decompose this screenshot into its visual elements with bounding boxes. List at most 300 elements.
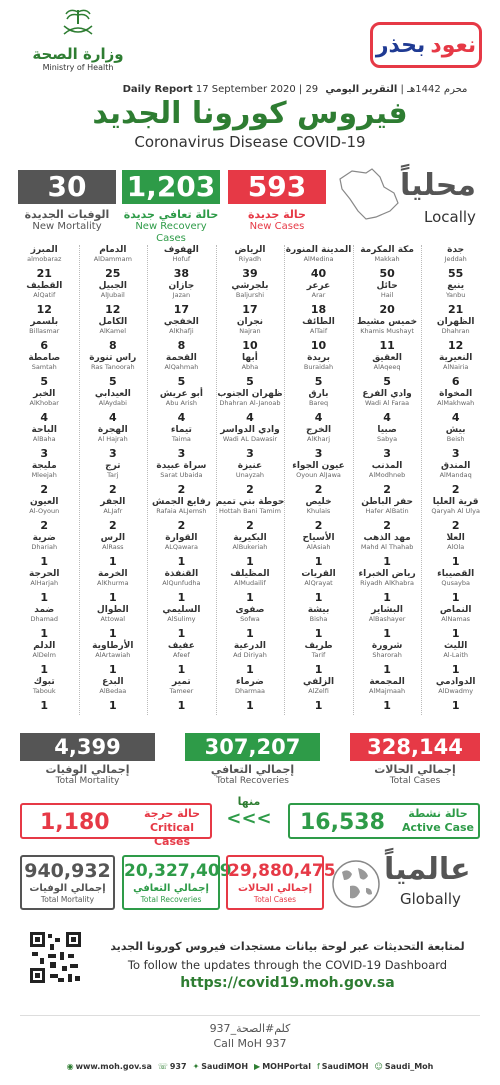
city-name-ar: الباحة: [31, 425, 57, 435]
city-case-count: 1: [40, 555, 49, 568]
city-case-count: 1: [451, 663, 460, 676]
city-name-en: Samtah: [31, 363, 57, 371]
city-cell: [79, 317, 148, 352]
city-name-ar: المبرز: [30, 245, 58, 255]
city-cell: [216, 677, 285, 712]
city-name-en: Sabya: [377, 435, 398, 443]
badge-word-1: نعود: [430, 32, 477, 58]
city-name-ar: الدرعية: [233, 641, 267, 651]
city-case-count: 1: [383, 627, 391, 640]
city-case-count: 4: [177, 411, 186, 424]
city-name-ar: ضرية: [32, 533, 56, 543]
city-cell: [284, 317, 353, 352]
total-mortality-label-en: Total Mortality: [55, 776, 120, 786]
global-cases-value: 29,880,475: [228, 861, 336, 881]
city-cell: [216, 533, 285, 568]
city-name-en: Tameer: [169, 687, 194, 695]
city-case-count: 2: [108, 483, 117, 496]
city-case-count: 1: [246, 627, 254, 640]
city-name-en: ALJafr: [103, 507, 123, 515]
city-cell: [421, 353, 490, 388]
city-case-count: 12: [105, 303, 121, 316]
badge-word-2: بحذر: [375, 32, 426, 58]
city-case-count: 3: [108, 447, 117, 460]
report-date-line: Daily Report 17 September 2020 | 29 محرم 1442هـ | التقرير اليومي: [122, 84, 468, 95]
city-case-count: 3: [246, 447, 254, 460]
city-name-en: AlDwadmy: [438, 687, 474, 695]
city-cell: [216, 461, 285, 496]
city-name-ar: رياض الخبراء: [358, 569, 416, 579]
global-mortality-value: 940,932: [24, 860, 111, 882]
city-name-ar: المذنب: [371, 461, 403, 471]
city-cell: [10, 317, 79, 352]
of-which-label: منها: [237, 795, 261, 808]
city-name-ar: قرية العليا: [432, 497, 479, 507]
city-case-count: 3: [40, 447, 49, 460]
city-case-count: 4: [314, 411, 323, 424]
city-name-en: AlDammam: [93, 255, 132, 263]
total-recoveries-value: 307,207: [185, 733, 320, 761]
city-name-ar: الهجرة: [97, 425, 128, 435]
city-cell: [284, 533, 353, 568]
city-name-ar: ضرماء: [236, 677, 264, 687]
city-name-ar: القنفذة: [164, 569, 199, 579]
city-cell: [353, 353, 422, 388]
city-case-count: 1: [314, 699, 323, 712]
city-case-count: 3: [314, 447, 323, 460]
city-name-en: Qusayba: [441, 579, 470, 587]
city-name-ar: راس تنورة: [89, 353, 137, 363]
city-name-en: Bareq: [308, 399, 329, 407]
city-name-ar: المندق: [440, 461, 471, 471]
city-cell: [353, 677, 422, 712]
city-cell: [353, 281, 422, 316]
city-name-en: Jazan: [172, 291, 191, 299]
city-cell: [216, 425, 285, 460]
city-case-count: 1: [451, 591, 460, 604]
city-name-en: Ad Diriyah: [233, 651, 267, 659]
arrows-indicator: <<<: [226, 808, 272, 829]
total-cases-box: [350, 733, 480, 786]
city-case-count: 2: [383, 483, 391, 496]
social-link-twitter[interactable]: ✦ SaudiMOH: [192, 1062, 249, 1071]
city-case-count: 3: [177, 447, 186, 460]
city-name-en: AlArtawiah: [95, 651, 131, 659]
city-case-count: 5: [177, 375, 186, 388]
city-cell: [10, 425, 79, 460]
social-link-facebook[interactable]: f SaudiMOH: [316, 1062, 369, 1071]
city-case-count: 2: [40, 483, 49, 496]
city-name-en: Hafer AlBatin: [365, 507, 409, 515]
city-cell: [79, 533, 148, 568]
city-case-count: 12: [36, 303, 52, 316]
city-name-en: Sofwa: [240, 615, 260, 623]
city-cell: [10, 605, 79, 640]
city-name-ar: الخرمة: [98, 569, 128, 579]
city-name-en: Al-Oyoun: [29, 507, 60, 515]
city-name-en: Afeef: [172, 651, 190, 659]
hijri-date: 29 محرم 1442هـ: [305, 84, 468, 95]
city-name-ar: الجبيل: [98, 281, 127, 291]
city-name-ar: الخبر: [33, 389, 56, 399]
city-case-count: 1: [108, 663, 117, 676]
city-name-en: AlQrayat: [304, 579, 333, 587]
city-case-count: 1: [314, 591, 323, 604]
daily-report-ar: التقرير اليومي: [325, 84, 398, 95]
active-cases-value: 16,538: [300, 810, 385, 835]
city-name-ar: مكة المكرمة: [360, 245, 414, 255]
new-mortality-box: [18, 170, 116, 232]
city-case-count: 4: [246, 411, 254, 424]
city-case-count: 1: [177, 663, 186, 676]
city-case-count: 1: [177, 627, 186, 640]
city-name-ar: ظهران الجنوب: [217, 389, 283, 399]
city-name-ar: مليجة: [31, 461, 57, 471]
city-name-ar: المدينة المنورة: [285, 245, 352, 255]
city-name-en: Riyadh AlKhabra: [360, 579, 415, 587]
city-name-en: Ras Tanoorah: [91, 363, 135, 371]
city-cell: [421, 497, 490, 532]
city-cell: [421, 425, 490, 460]
city-name-ar: الدوادمي: [435, 677, 476, 687]
total-recoveries-box: [185, 733, 320, 786]
city-cell: [353, 461, 422, 496]
city-name-en: Mahd Al Thahab: [360, 543, 414, 551]
city-name-ar: رفايع الجمش: [151, 497, 211, 507]
globe-small-icon: ◉: [66, 1062, 74, 1071]
city-name-ar: البشاير: [371, 605, 403, 615]
city-cell: [421, 677, 490, 712]
city-name-ar: وادي الفرع: [362, 389, 412, 399]
city-name-en: AlKharj: [306, 435, 331, 443]
city-cell: [79, 641, 148, 676]
city-cell: [147, 641, 216, 676]
city-name-en: Tarif: [311, 651, 326, 659]
city-name-en: Buraidah: [303, 363, 334, 371]
city-name-en: Hofuf: [172, 255, 191, 263]
city-name-ar: عيون الجواء: [292, 461, 345, 471]
dashboard-link[interactable]: https://covid19.moh.gov.sa: [180, 975, 395, 991]
city-case-count: 1: [108, 699, 117, 712]
city-cell: [353, 245, 422, 280]
new-cases-value: 593: [228, 170, 326, 204]
city-name-en: AlAqeeq: [373, 363, 401, 371]
city-name-en: AlJubail: [100, 291, 125, 299]
new-recovery-value: 1,203: [122, 170, 220, 204]
city-name-ar: بارق: [308, 389, 329, 399]
city-name-en: AlHarjah: [30, 579, 59, 587]
city-case-count: 2: [108, 519, 117, 532]
city-name-ar: الأسياح: [302, 533, 335, 543]
facebook-icon: f: [316, 1062, 320, 1071]
city-case-count: 2: [246, 483, 254, 496]
total-mortality-box: [20, 733, 155, 786]
city-case-count: 21: [36, 267, 52, 280]
active-cases-label-ar: حالة نشطة: [408, 807, 468, 820]
critical-cases-label-en: Critical Cases: [149, 821, 194, 848]
city-name-en: Dhariah: [31, 543, 58, 551]
city-name-ar: حفر الباطن: [361, 497, 413, 507]
city-name-ar: تمير: [172, 677, 191, 687]
city-name-ar: طريف: [304, 641, 333, 651]
city-case-count: 2: [451, 519, 460, 532]
city-name-en: Riyadh: [238, 255, 262, 263]
global-mortality-label-en: Total Mortality: [40, 895, 95, 904]
city-name-ar: الخفجي: [163, 317, 199, 327]
city-name-en: Abha: [241, 363, 259, 371]
social-link-snapchat[interactable]: ☺ Saudi_Moh: [374, 1062, 434, 1071]
city-case-count: 2: [314, 519, 323, 532]
city-name-en: Dhamad: [30, 615, 59, 623]
qr-code-icon: [28, 930, 83, 985]
city-cell: [216, 605, 285, 640]
city-name-en: AlAsiah: [306, 543, 331, 551]
city-cell: [216, 569, 285, 604]
critical-cases-value: 1,180: [40, 810, 110, 835]
city-cell: [421, 533, 490, 568]
city-case-count: 8: [177, 339, 186, 352]
active-cases-label-en: Active Case: [401, 821, 475, 834]
city-cell: [147, 281, 216, 316]
follow-updates-en: To follow the updates through the COVID-19 Dashboard: [127, 958, 448, 972]
city-cell: [216, 389, 285, 424]
city-cell: [353, 389, 422, 424]
city-case-count: 1: [383, 555, 391, 568]
city-cell: [147, 353, 216, 388]
city-case-count: 1: [40, 591, 49, 604]
city-name-en: Jeddah: [444, 255, 467, 263]
city-case-count: 1: [246, 555, 254, 568]
city-name-ar: ضمد: [34, 605, 55, 615]
city-name-en: Wadi AL Dawasir: [222, 435, 278, 443]
moh-logo: [18, 8, 138, 80]
city-name-en: Khulais: [306, 507, 331, 515]
city-name-en: Sharorah: [372, 651, 402, 659]
total-recoveries-label-ar: إجمالي التعافي: [210, 763, 295, 776]
critical-cases-label-ar: حالة حرجة: [143, 807, 201, 820]
city-name-en: Dhahran: [441, 327, 470, 335]
city-name-ar: الدمام: [99, 245, 127, 255]
city-cell: [353, 317, 422, 352]
locally-label-en: Locally: [424, 208, 476, 226]
city-name-en: Mleejah: [31, 471, 57, 479]
city-name-en: Oyoun AlJawa: [296, 471, 341, 479]
city-case-count: 3: [383, 447, 391, 460]
city-name-en: Khamis Mushayt: [360, 327, 414, 335]
city-cell: [284, 353, 353, 388]
city-cell: [79, 461, 148, 496]
city-name-en: Al Hajrah: [97, 435, 128, 443]
city-case-count: 6: [40, 339, 49, 352]
city-cell: [79, 677, 148, 712]
city-name-ar: خليص: [305, 497, 332, 507]
city-cell: [10, 533, 79, 568]
city-name-en: Arar: [311, 291, 326, 299]
total-mortality-value: 4,399: [20, 733, 155, 761]
gregorian-date: 17 September 2020: [195, 84, 296, 95]
city-cell: [10, 245, 79, 280]
social-link-phone[interactable]: ☏ 937: [157, 1062, 187, 1071]
city-name-ar: شرورة: [371, 641, 403, 651]
global-recoveries-value: 20,327,409: [124, 861, 232, 881]
city-cell: [216, 641, 285, 676]
city-case-count: 1: [314, 663, 323, 676]
city-name-en: Yanbu: [445, 291, 466, 299]
city-name-en: AlBashayer: [368, 615, 406, 623]
city-cell: [79, 281, 148, 316]
city-name-en: Taima: [171, 435, 191, 443]
city-cell: [353, 497, 422, 532]
city-case-count: 2: [177, 519, 186, 532]
city-cell: [353, 425, 422, 460]
city-name-en: Abu Arish: [165, 399, 197, 407]
city-name-ar: جازان: [168, 281, 195, 291]
city-name-ar: السليمي: [162, 605, 201, 615]
city-name-en: AlKhurma: [96, 579, 129, 587]
global-recoveries-label-en: Total Recoveries: [140, 895, 202, 904]
city-name-en: Wadi Al Faraa: [365, 399, 410, 407]
city-cell: [147, 677, 216, 712]
city-case-count: 6: [451, 375, 460, 388]
city-name-en: Hottah Bani Tamim: [218, 507, 281, 515]
city-cell: [79, 245, 148, 280]
city-name-ar: جدة: [447, 245, 465, 255]
new-cases-box: [228, 170, 326, 232]
city-name-ar: العيون: [29, 497, 59, 507]
city-name-en: AlMudailif: [234, 579, 266, 587]
city-name-ar: صبيا: [377, 425, 397, 435]
city-case-count: 8: [108, 339, 117, 352]
twitter-icon: ✦: [192, 1062, 200, 1071]
city-case-count: 4: [108, 411, 117, 424]
city-cell: [353, 605, 422, 640]
city-case-count: 5: [108, 375, 117, 388]
city-name-ar: الدلم: [33, 641, 56, 651]
city-case-count: 2: [383, 519, 391, 532]
city-name-en: Billasmar: [29, 327, 60, 335]
city-name-en: AlMedina: [303, 255, 334, 263]
total-cases-value: 328,144: [350, 733, 480, 761]
city-name-en: Baljurshi: [235, 291, 265, 299]
city-case-count: 11: [379, 339, 395, 352]
city-case-count: 17: [173, 303, 190, 316]
city-name-en: AlQunfudha: [162, 579, 201, 587]
city-cell: [10, 641, 79, 676]
city-name-en: ALQawara: [164, 543, 198, 551]
youtube-icon: ▶: [254, 1062, 261, 1071]
title-ar: فيروس كورونا الجديد: [92, 96, 408, 131]
city-case-count: 1: [40, 699, 49, 712]
city-name-ar: نجران: [236, 317, 264, 327]
city-name-en: AlSulimy: [167, 615, 196, 623]
city-case-count: 10: [242, 339, 258, 352]
globally-label-ar: عالمياً: [384, 852, 471, 887]
city-name-en: Dhahran Al-Janoab: [219, 399, 281, 407]
city-name-ar: صامطة: [28, 353, 61, 363]
city-name-ar: القريات: [301, 569, 336, 579]
new-recovery-label-ar: حالة تعافي جديدة: [123, 208, 219, 221]
city-case-count: 1: [246, 591, 254, 604]
city-case-count: 2: [246, 519, 254, 532]
city-name-en: AlAydabi: [98, 399, 127, 407]
city-name-ar: الطائف: [302, 317, 335, 327]
locally-label-ar: محلياً: [400, 168, 476, 203]
city-name-en: AlKamel: [99, 327, 127, 335]
global-recoveries-label-ar: إجمالي التعافي: [133, 883, 209, 894]
city-case-count: 1: [451, 627, 460, 640]
footer-divider: [20, 1015, 480, 1016]
city-cell: [421, 389, 490, 424]
city-cell: [10, 461, 79, 496]
city-case-count: 1: [108, 591, 117, 604]
city-name-en: AlBedaa: [99, 687, 127, 695]
city-cell: [147, 461, 216, 496]
city-name-ar: البكيرية: [233, 533, 267, 543]
city-name-en: Makkah: [374, 255, 400, 263]
city-name-en: AlMandaq: [439, 471, 472, 479]
city-name-ar: تبوك: [33, 677, 55, 687]
city-case-count: 39: [242, 267, 258, 280]
city-name-ar: تيماء: [170, 425, 192, 435]
city-case-count: 1: [108, 627, 117, 640]
city-cell: [79, 497, 148, 532]
new-cases-label-ar: حالة جديدة: [248, 208, 306, 221]
city-name-ar: الخرج: [306, 425, 332, 435]
palm-swords-emblem-icon: [18, 8, 138, 45]
city-case-count: 1: [383, 663, 391, 676]
social-link-youtube[interactable]: ▶ MOHPortal: [254, 1062, 311, 1071]
city-name-ar: المخواة: [439, 389, 473, 399]
city-cell: [216, 245, 285, 280]
return-cautiously-badge: [370, 22, 482, 68]
city-name-en: AlModhneb: [368, 471, 406, 479]
city-name-en: AlQahmah: [164, 363, 199, 371]
city-case-count: 1: [177, 699, 186, 712]
city-case-count: 18: [310, 303, 327, 316]
city-name-ar: الليث: [444, 641, 468, 651]
social-link-website[interactable]: ◉ www.moh.gov.sa: [66, 1062, 152, 1071]
city-case-count: 25: [105, 267, 121, 280]
city-cell: [147, 497, 216, 532]
city-case-count: 4: [40, 411, 49, 424]
city-case-count: 10: [310, 339, 327, 352]
city-cell: [10, 677, 79, 712]
city-cell: [79, 605, 148, 640]
city-name-en: AlBaha: [32, 435, 56, 443]
total-recoveries-label-en: Total Recoveries: [215, 776, 289, 786]
city-name-ar: العيدابي: [94, 389, 131, 399]
city-cell: [284, 677, 353, 712]
city-cell: [284, 497, 353, 532]
city-cell: [216, 353, 285, 388]
city-cell: [147, 317, 216, 352]
city-case-count: 55: [448, 267, 464, 280]
city-name-en: AlMajmaah: [369, 687, 406, 695]
city-cell: [421, 605, 490, 640]
city-case-count: 2: [314, 483, 323, 496]
city-name-en: Al-Laith: [443, 651, 469, 659]
total-cases-label-ar: إجمالي الحالات: [374, 763, 456, 776]
city-cell: [421, 317, 490, 352]
city-cell: [10, 497, 79, 532]
city-name-en: Tarj: [107, 471, 119, 479]
city-name-en: Unayzah: [235, 471, 265, 479]
daily-report-en: Daily Report: [122, 84, 193, 95]
city-name-ar: المجمعة: [369, 677, 405, 687]
city-case-count: 40: [310, 267, 327, 280]
city-cell: [147, 245, 216, 280]
city-name-ar: الزلفي: [303, 677, 335, 687]
